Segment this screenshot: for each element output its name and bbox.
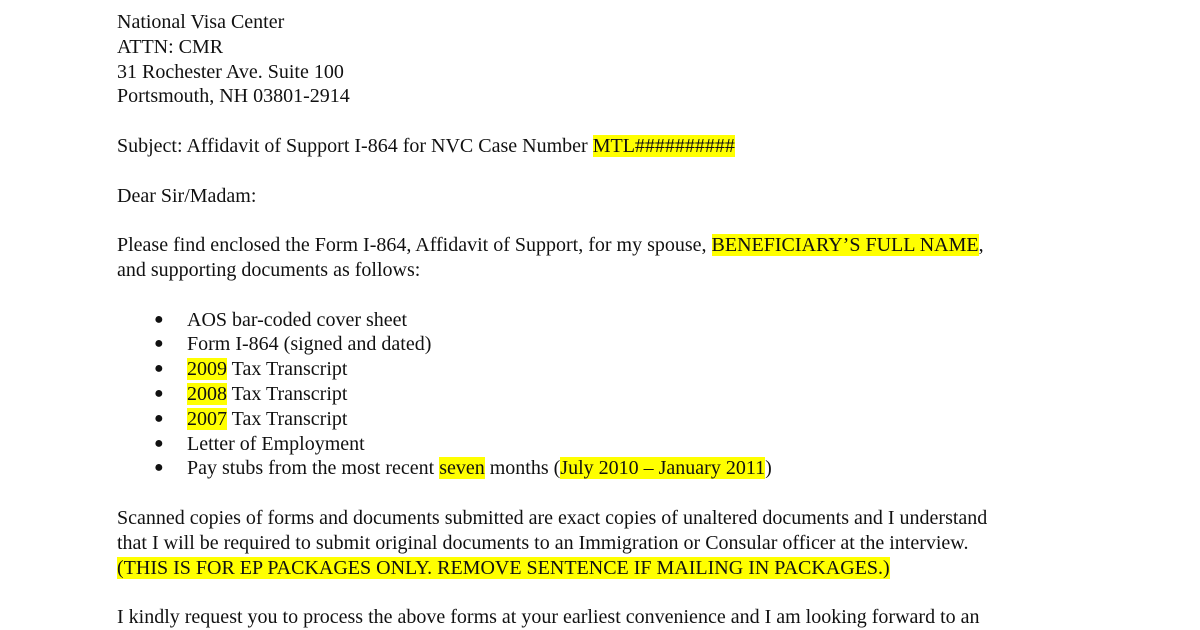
spacer [117, 283, 1177, 308]
list-item [117, 332, 1177, 357]
spacer [117, 208, 1177, 233]
bullet-icon: ● [154, 384, 164, 402]
list-item [117, 432, 1177, 457]
bullet-icon: ● [154, 434, 164, 452]
month-count-highlight: seven [439, 457, 485, 480]
list-item [117, 456, 1177, 481]
closing-line-1: I kindly request you to process the above forms at your earliest convenience and I am looking forward to an [117, 606, 980, 629]
case-number-highlight: MTL########## [592, 134, 735, 157]
intro-paragraph [117, 233, 1177, 283]
intro-suffix: , [978, 234, 984, 257]
bullet-icon: ● [154, 409, 164, 427]
list-item-text: Tax Transcript [227, 382, 348, 405]
recipient-address [117, 10, 1177, 109]
documents-list [117, 308, 1177, 482]
intro-prefix: Please find enclosed the Form I-864, Affidavit of Support, for my spouse, [117, 234, 712, 257]
date-range-highlight: July 2010 – January 2011 [560, 457, 766, 480]
list-item-text: ) [765, 457, 772, 480]
statement-note-line [117, 556, 1177, 581]
beneficiary-name-highlight: BENEFICIARY’S FULL NAME [711, 234, 979, 257]
letter-page [117, 10, 1177, 630]
year-highlight: 2007 [187, 407, 227, 430]
list-item-text: Tax Transcript [227, 358, 348, 381]
address-line-1: National Visa Center [117, 11, 285, 33]
bullet-icon: ● [154, 335, 164, 353]
address-line-4: Portsmouth, NH 03801-2914 [117, 85, 350, 108]
address-line-2: ATTN: CMR [117, 35, 224, 58]
year-highlight: 2008 [187, 382, 227, 405]
list-item [117, 308, 1177, 333]
spacer [117, 109, 1177, 134]
statement-paragraph [117, 506, 1177, 580]
address-line-3: 31 Rochester Ave. Suite 100 [117, 60, 344, 83]
year-highlight: 2009 [187, 358, 227, 381]
list-item-text: Tax Transcript [227, 407, 348, 430]
spacer [117, 481, 1177, 506]
list-item [117, 357, 1177, 382]
list-item-text: Letter of Employment [187, 432, 365, 455]
list-item [117, 407, 1177, 432]
subject-prefix: Subject: Affidavit of Support I-864 for NVC Case Number [117, 134, 593, 157]
ep-packages-note-highlight: (THIS IS FOR EP PACKAGES ONLY. REMOVE SENTENCE IF MAILING IN PACKAGES.) [117, 556, 890, 579]
list-item [117, 382, 1177, 407]
spacer [117, 159, 1177, 184]
bullet-icon: ● [154, 459, 164, 477]
intro-line-2: and supporting documents as follows: [117, 258, 421, 281]
closing-paragraph [117, 605, 1177, 630]
bullet-icon: ● [154, 360, 164, 378]
bullet-icon: ● [154, 310, 164, 328]
list-item-text: AOS bar-coded cover sheet [187, 308, 408, 331]
salutation: Dear Sir/Madam: [117, 184, 257, 207]
list-item-text: Pay stubs from the most recent [187, 457, 440, 480]
intro-line-1 [117, 233, 1177, 258]
statement-line-2: that I will be required to submit original documents to an Immigration or Consular officer at the interview. [117, 531, 969, 554]
spacer [117, 580, 1177, 605]
statement-line-1: Scanned copies of forms and documents submitted are exact copies of unaltered documents and I understand [117, 506, 988, 529]
list-item-text: Form I-864 (signed and dated) [187, 333, 432, 356]
list-item-text: months ( [484, 457, 561, 480]
subject-line [117, 134, 1177, 159]
